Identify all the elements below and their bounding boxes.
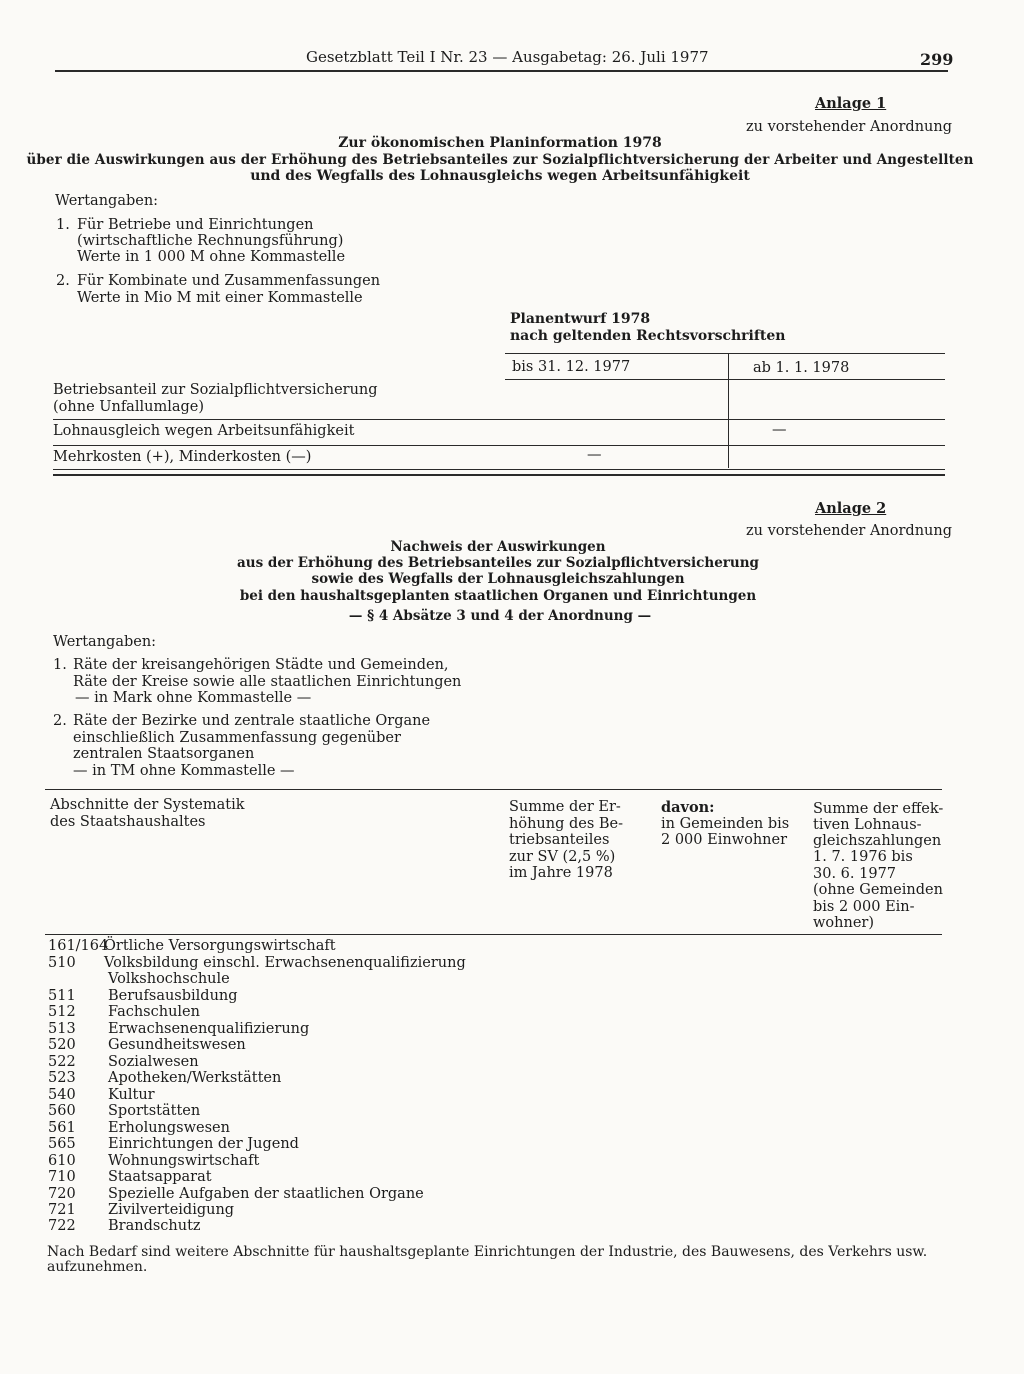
table1-row-label: (ohne Unfallumlage) bbox=[53, 399, 204, 415]
anlage1-label: Anlage 1 bbox=[815, 95, 887, 112]
table1-rule bbox=[505, 353, 945, 354]
table2-row-code: 522 bbox=[48, 1054, 76, 1070]
table2-row-name: Brandschutz bbox=[108, 1218, 201, 1234]
page-number: 299 bbox=[920, 50, 954, 69]
table2-row-name: Erholungswesen bbox=[108, 1120, 230, 1136]
anlage2-item-number: 1. bbox=[53, 657, 67, 673]
table2-col-d-header: Summe der effek- bbox=[813, 801, 944, 817]
table2-col-c-header: in Gemeinden bis bbox=[661, 816, 790, 832]
table2-row-code: 161/164 bbox=[48, 938, 109, 954]
table2-col-b-header: zur SV (2,5 %) bbox=[509, 849, 616, 865]
table2-col-d-header: wohner) bbox=[813, 915, 874, 931]
header-rule bbox=[55, 70, 948, 72]
table2-col-b-header: triebsanteiles bbox=[509, 832, 610, 848]
table1-col-divider bbox=[728, 354, 729, 468]
table2-row-code: 511 bbox=[48, 988, 76, 1004]
anlage2-item-line: Räte der kreisangehörigen Städte und Gemeinden, bbox=[73, 657, 449, 673]
table1-col1-header: bis 31. 12. 1977 bbox=[512, 359, 631, 375]
table2-col-b-header: im Jahre 1978 bbox=[509, 865, 613, 881]
anlage2-reference: zu vorstehender Anordnung bbox=[746, 523, 953, 539]
table2-col-d-header: gleichszahlungen bbox=[813, 833, 942, 849]
table2-row-name: Fachschulen bbox=[108, 1004, 200, 1020]
table2-row-code: 710 bbox=[48, 1169, 76, 1185]
anlage2-item-line: zentralen Staatsorganen bbox=[73, 746, 255, 762]
anlage1-item-line: Werte in Mio M mit einer Kommastelle bbox=[77, 290, 363, 306]
anlage2-item-line: — in TM ohne Kommastelle — bbox=[73, 763, 295, 779]
table2-row-name: Einrichtungen der Jugend bbox=[108, 1136, 299, 1152]
table2-col-b-header: Summe der Er- bbox=[509, 799, 621, 815]
table2-row-name: Kultur bbox=[108, 1087, 155, 1103]
anlage1-reference: zu vorstehender Anordnung bbox=[746, 119, 953, 135]
table1-rule bbox=[53, 419, 945, 420]
anlage2-title-line: — § 4 Absätze 3 und 4 der Anordnung — bbox=[348, 608, 652, 624]
table1-row-label: Betriebsanteil zur Sozialpflichtversicherung bbox=[53, 382, 378, 398]
table2-row-code: 523 bbox=[48, 1070, 76, 1086]
table2-row-name: Apotheken/Werkstätten bbox=[108, 1070, 282, 1086]
table2-row-name: Gesundheitswesen bbox=[108, 1037, 246, 1053]
anlage1-title-line: Zur ökonomischen Planinformation 1978 bbox=[338, 135, 662, 151]
table1-row-label: Mehrkosten (+), Minderkosten (—) bbox=[53, 449, 312, 465]
table2-rule bbox=[45, 789, 942, 790]
anlage1-wertangaben-label: Wertangaben: bbox=[55, 193, 159, 209]
table1-group-header: Planentwurf 1978 bbox=[510, 311, 651, 327]
table2-row-name: Sozialwesen bbox=[108, 1054, 199, 1070]
anlage2-item-line: — in Mark ohne Kommastelle — bbox=[75, 690, 312, 706]
anlage2-label: Anlage 2 bbox=[815, 500, 887, 517]
anlage2-title-line: sowie des Wegfalls der Lohnausgleichszahlungen bbox=[311, 571, 685, 587]
table2-row-name: Örtliche Versorgungswirtschaft bbox=[104, 938, 336, 954]
table1-row-label: Lohnausgleich wegen Arbeitsunfähigkeit bbox=[53, 423, 355, 439]
table2-col-a-header: Abschnitte der Systematik bbox=[50, 797, 245, 813]
table2-row-code: 513 bbox=[48, 1021, 76, 1037]
table1-rule bbox=[53, 445, 945, 446]
anlage1-item-number: 2. bbox=[56, 273, 70, 289]
table2-row-name: Spezielle Aufgaben der staatlichen Organe bbox=[108, 1186, 424, 1202]
table2-col-a-header: des Staatshaushaltes bbox=[50, 814, 206, 830]
table2-row-name: Berufsausbildung bbox=[108, 988, 238, 1004]
table2-col-b-header: höhung des Be- bbox=[509, 816, 624, 832]
table1-col2-header: ab 1. 1. 1978 bbox=[753, 360, 850, 376]
table1-rule bbox=[53, 469, 945, 470]
table2-row-code: 520 bbox=[48, 1037, 76, 1053]
table2-col-d-header: 1. 7. 1976 bis bbox=[813, 849, 913, 865]
table2-row-code: 565 bbox=[48, 1136, 76, 1152]
anlage2-item-line: Räte der Kreise sowie alle staatlichen Einrichtungen bbox=[73, 674, 462, 690]
table2-row-name: Volkshochschule bbox=[108, 971, 230, 987]
anlage2-item-line: einschließlich Zusammenfassung gegenüber bbox=[73, 730, 401, 746]
table2-row-code: 512 bbox=[48, 1004, 76, 1020]
table1-cell: — bbox=[587, 447, 602, 463]
anlage2-wertangaben-label: Wertangaben: bbox=[53, 634, 157, 650]
table2-row-code: 721 bbox=[48, 1202, 76, 1218]
anlage2-title-line: aus der Erhöhung des Betriebsanteiles zur Sozialpflichtversicherung bbox=[237, 555, 759, 571]
table2-col-d-header: (ohne Gemeinden bbox=[813, 882, 943, 898]
table2-row-name: Erwachsenenqualifizierung bbox=[108, 1021, 310, 1037]
anlage2-footnote: aufzunehmen. bbox=[47, 1259, 148, 1275]
anlage2-title-line: bei den haushaltsgeplanten staatlichen Organen und Einrichtungen bbox=[239, 588, 757, 604]
table2-row-code: 510 bbox=[48, 955, 76, 971]
table2-row-name: Staatsapparat bbox=[108, 1169, 212, 1185]
anlage1-item-line: Werte in 1 000 M ohne Kommastelle bbox=[77, 249, 346, 265]
table2-row-name: Wohnungswirtschaft bbox=[108, 1153, 260, 1169]
anlage1-title-line: über die Auswirkungen aus der Erhöhung des Betriebsanteiles zur Sozialpflichtversicherung der Arbeiter und Angestellten bbox=[26, 152, 974, 168]
table2-row-name: Sportstätten bbox=[108, 1103, 201, 1119]
anlage1-title-line: und des Wegfalls des Lohnausgleichs wegen Arbeitsunfähigkeit bbox=[250, 168, 750, 184]
anlage2-item-number: 2. bbox=[53, 713, 67, 729]
table2-col-d-header: 30. 6. 1977 bbox=[813, 866, 897, 882]
table2-row-name: Volksbildung einschl. Erwachsenenqualifizierung bbox=[104, 955, 466, 971]
table2-col-d-header: bis 2 000 Ein- bbox=[813, 899, 915, 915]
table2-row-name: Zivilverteidigung bbox=[108, 1202, 235, 1218]
anlage1-item-line: Für Betriebe und Einrichtungen bbox=[77, 217, 314, 233]
anlage2-footnote: Nach Bedarf sind weitere Abschnitte für haushaltsgeplante Einrichtungen der Industrie, des Bauwesens, des Verkehrs usw. bbox=[47, 1244, 928, 1260]
table2-row-code: 610 bbox=[48, 1153, 76, 1169]
table1-rule bbox=[53, 474, 945, 476]
table2-row-code: 722 bbox=[48, 1218, 76, 1234]
anlage1-item-line: (wirtschaftliche Rechnungsführung) bbox=[77, 233, 344, 249]
table2-row-code: 720 bbox=[48, 1186, 76, 1202]
anlage2-title-line: Nachweis der Auswirkungen bbox=[390, 539, 606, 555]
table2-rule bbox=[45, 934, 942, 935]
table1-rule bbox=[505, 379, 945, 380]
table2-col-c-head: davon: bbox=[661, 799, 715, 816]
table2-col-d-header: tiven Lohnaus- bbox=[813, 817, 922, 833]
anlage1-item-number: 1. bbox=[56, 217, 70, 233]
table1-group-header: nach geltenden Rechtsvorschriften bbox=[510, 328, 786, 344]
anlage1-item-line: Für Kombinate und Zusammenfassungen bbox=[77, 273, 381, 289]
table2-row-code: 540 bbox=[48, 1087, 76, 1103]
table2-row-code: 560 bbox=[48, 1103, 76, 1119]
table2-row-code: 561 bbox=[48, 1120, 76, 1136]
table2-col-c-header: 2 000 Einwohner bbox=[661, 832, 788, 848]
table1-cell: — bbox=[772, 422, 787, 438]
anlage2-item-line: Räte der Bezirke und zentrale staatliche Organe bbox=[73, 713, 431, 729]
running-title: Gesetzblatt Teil I Nr. 23 — Ausgabetag: 26. Juli 1977 bbox=[306, 48, 709, 66]
